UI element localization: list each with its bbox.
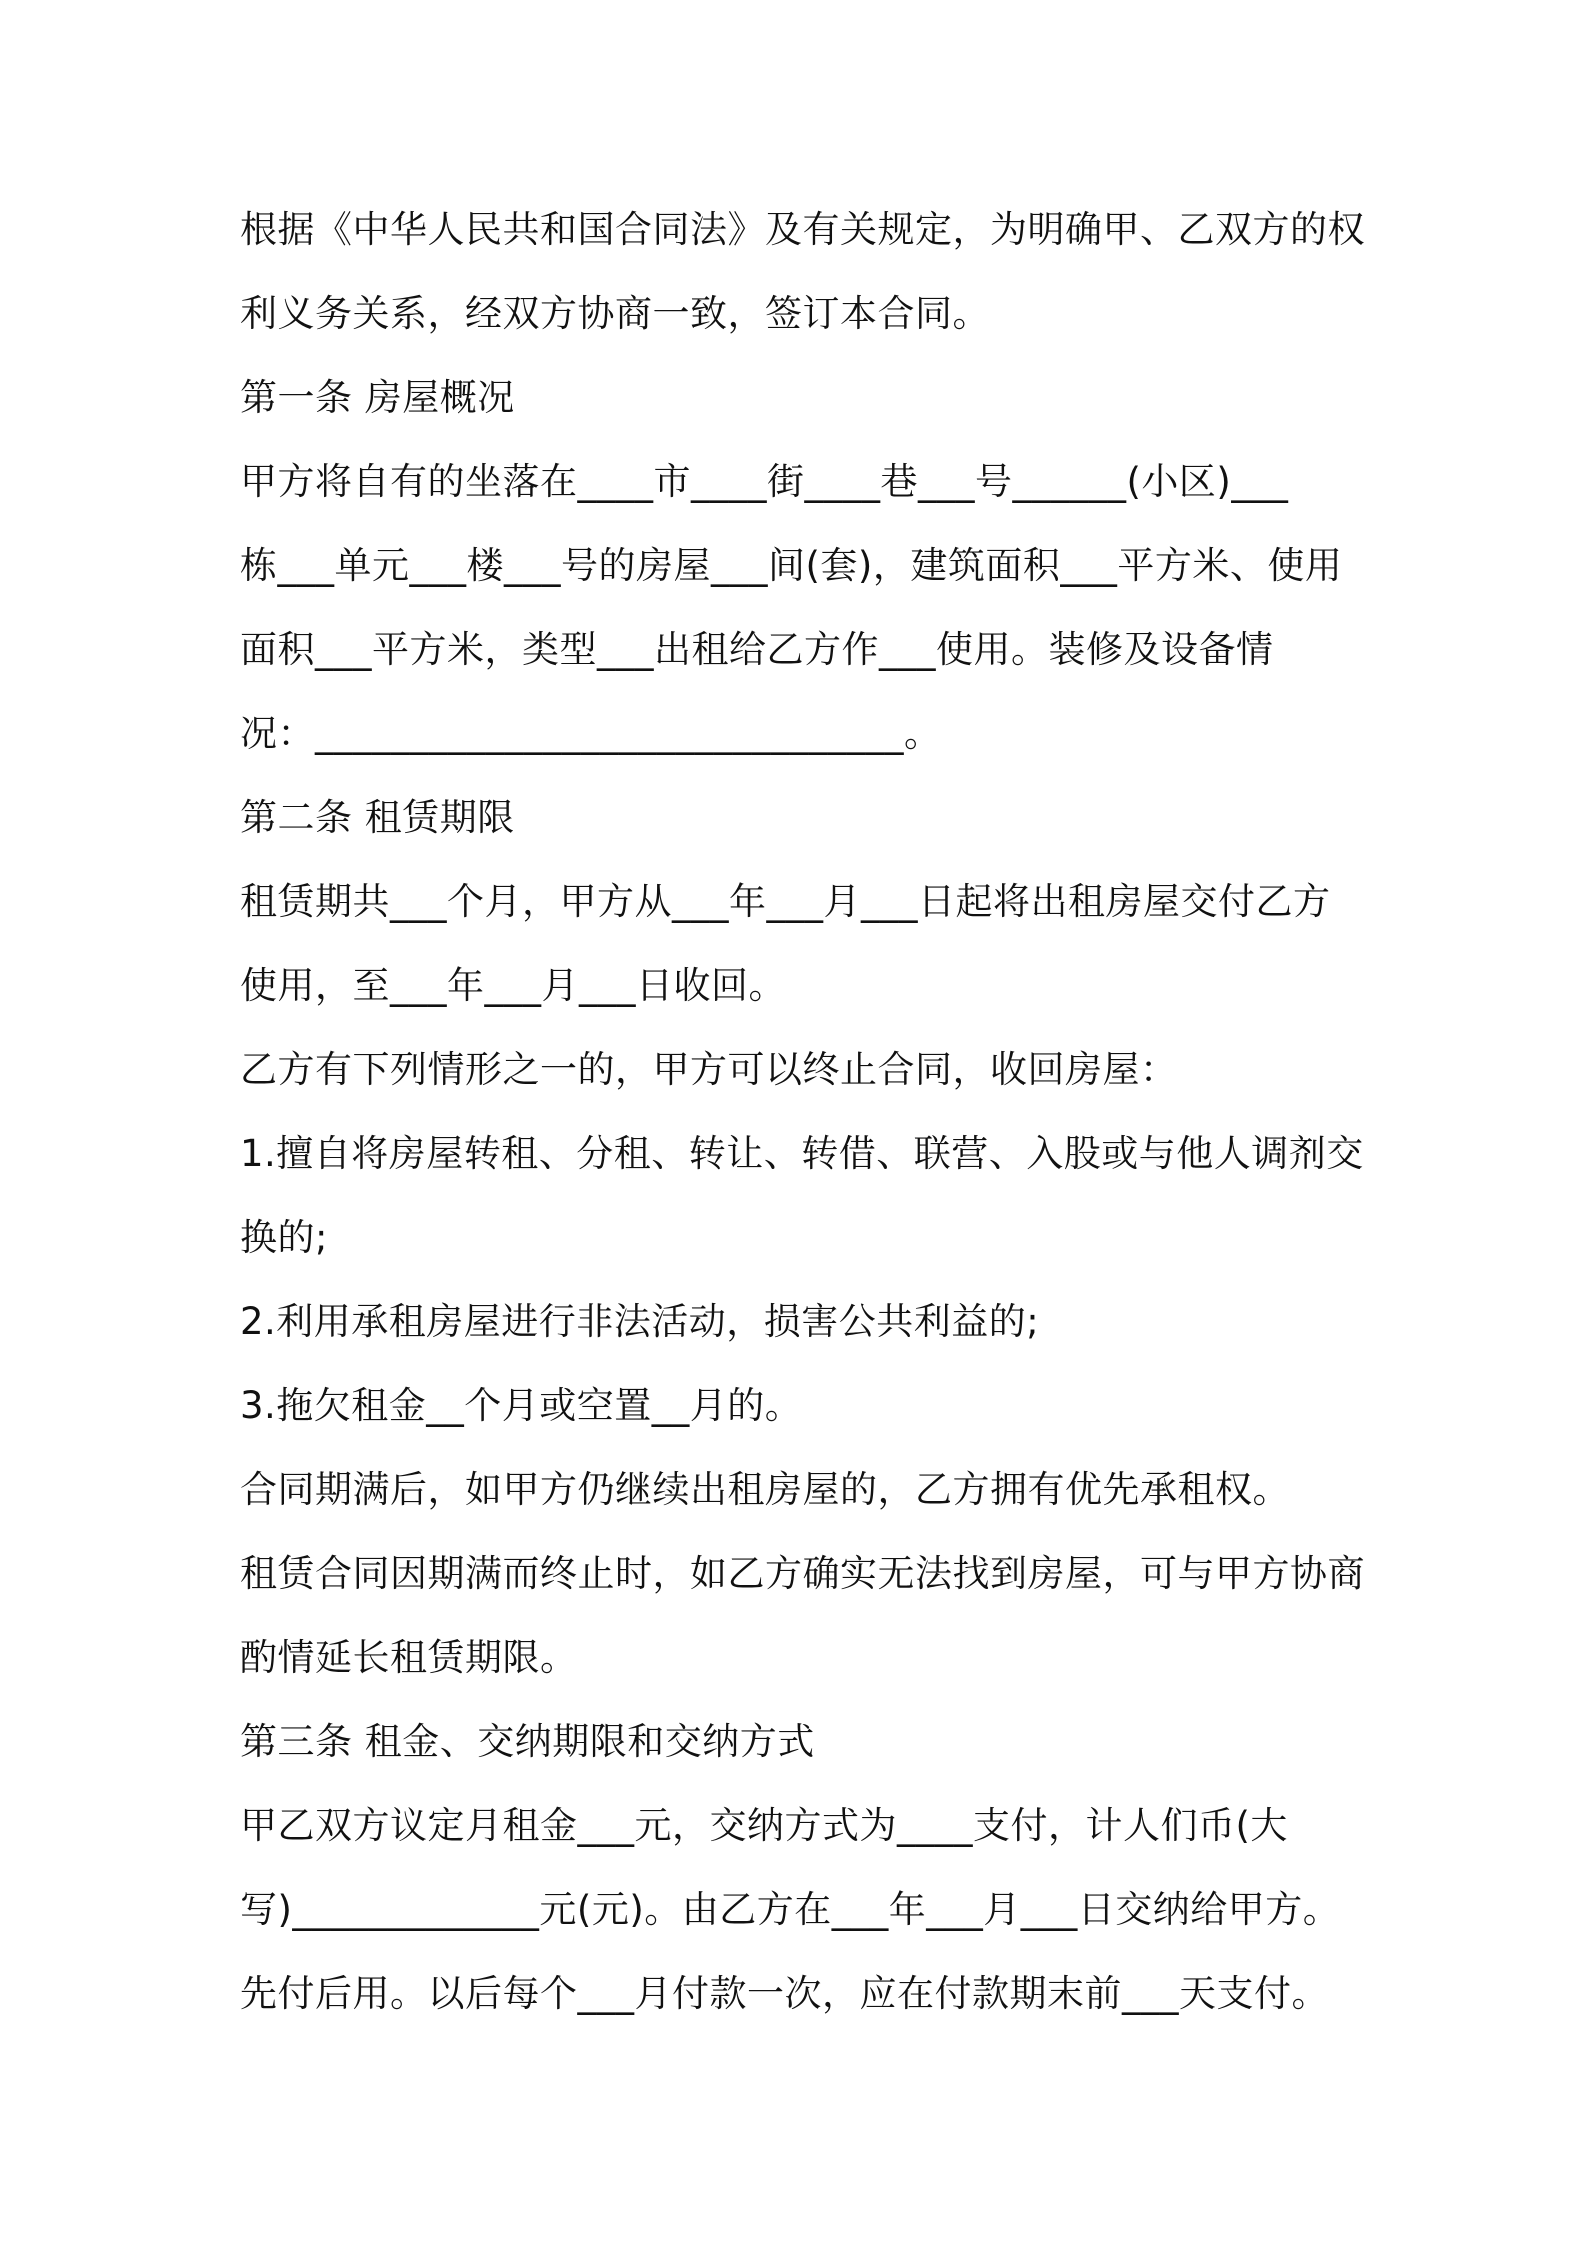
article-2-line-2: 使用，至___年___月___日收回。	[240, 964, 786, 1007]
article-2-heading: 第二条 租赁期限	[240, 796, 515, 839]
paragraph-intro-line-2: 利义务关系，经双方协商一致，签订本合同。	[240, 292, 990, 335]
renewal-priority: 合同期满后，如甲方仍继续出租房屋的，乙方拥有优先承租权。	[240, 1468, 1290, 1511]
article-2-line-1: 租赁期共___个月，甲方从___年___月___日起将出租房屋交付乙方	[240, 880, 1331, 923]
termination-item-1-line-1: 1.擅自将房屋转租、分租、转让、转借、联营、入股或与他人调剂交	[240, 1132, 1364, 1175]
article-3-line-3: 先付后用。以后每个___月付款一次，应在付款期末前___天支付。	[240, 1972, 1329, 2015]
article-1-heading: 第一条 房屋概况	[240, 376, 515, 419]
article-1-line-2: 栋___单元___楼___号的房屋___间(套)，建筑面积___平方米、使用	[240, 544, 1343, 587]
termination-item-2: 2.利用承租房屋进行非法活动，损害公共利益的;	[240, 1300, 1040, 1343]
extension-line-1: 租赁合同因期满而终止时，如乙方确实无法找到房屋，可与甲方协商	[240, 1552, 1365, 1595]
contract-page	[240, 200, 1365, 2048]
termination-intro: 乙方有下列情形之一的，甲方可以终止合同，收回房屋：	[240, 1048, 1178, 1091]
article-3-heading: 第三条 租金、交纳期限和交纳方式	[240, 1720, 815, 1763]
termination-item-3: 3.拖欠租金__个月或空置__月的。	[240, 1384, 803, 1427]
article-3-line-2: 写)_____________元(元)。由乙方在___年___月___日交纳给甲方。	[240, 1888, 1341, 1931]
extension-line-2: 酌情延长租赁期限。	[240, 1636, 578, 1679]
article-1-line-3: 面积___平方米，类型___出租给乙方作___使用。装修及设备情	[240, 628, 1274, 671]
article-1-line-1: 甲方将自有的坐落在____市____街____巷___号______(小区)___	[240, 460, 1289, 503]
termination-item-1-line-2: 换的;	[240, 1216, 328, 1259]
paragraph-intro-line-1: 根据《中华人民共和国合同法》及有关规定，为明确甲、乙双方的权	[240, 208, 1365, 251]
article-1-line-4: 况：_______________________________。	[240, 712, 942, 755]
article-3-line-1: 甲乙双方议定月租金___元，交纳方式为____支付，计人们币(大	[240, 1804, 1288, 1847]
